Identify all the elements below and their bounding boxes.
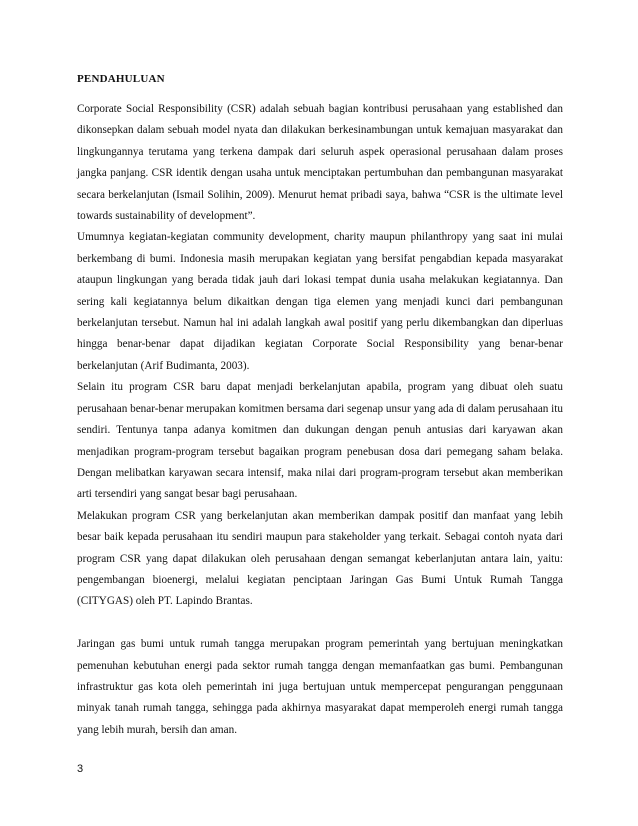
paragraph-employee-commitment: Selain itu program CSR baru dapat menjadi berkelanjutan apabila, program yang dibuat oleh suatu perusahaan benar-benar merupakan komitmen bersama dari segenap unsur yang ada di dalam perusahaan itu sendiri. Tentunya tanpa adanya komitmen dan dukungan dengan penuh antusias dari karyawan akan menjadikan program-program tersebut bagaikan program penebusan dosa dari pemegang saham belaka. Dengan melibatkan karyawan secara intensif, maka nilai dari program-program tersebut akan memberikan arti tersendiri yang sangat besar bagi perusahaan. bbox=[77, 381, 563, 501]
body-text bbox=[77, 99, 563, 741]
section-heading: PENDAHULUAN bbox=[77, 73, 165, 85]
paragraph-citygas: Jaringan gas bumi untuk rumah tangga merupakan program pemerintah yang bertujuan meningkatkan pemenuhan kebutuhan energi pada sektor rumah tangga dengan memanfaatkan gas bumi. Pembangunan infrastruktur gas kota oleh pemerintah ini juga bertujuan untuk mempercepat pengurangan penggunaan minyak tanah rumah tangga, sehingga pada akhirnya masyarakat dapat memperoleh energi rumah tangga yang lebih murah, bersih dan aman. bbox=[77, 638, 563, 736]
paragraph-csr-definition: Corporate Social Responsibility (CSR) adalah sebuah bagian kontribusi perusahaan yang established dan dikonsepkan dalam sebuah model nyata dan dilakukan berkesinambungan untuk kemajuan masyarakat dan lingkungannya terutama yang terkena dampak dari seluruh aspek operasional perusahaan dalam proses jangka panjang. CSR identik dengan usaha untuk menciptakan pertumbuhan dan pembangunan masyarakat secara berkelanjutan (Ismail Solihin, 2009). Menurut hemat pribadi saya, bahwa “CSR is the ultimate level towards sustainability of development”. bbox=[77, 103, 563, 223]
paragraph-csr-example: Melakukan program CSR yang berkelanjutan akan memberikan dampak positif dan manfaat yang lebih besar baik kepada perusahaan itu sendiri maupun para stakeholder yang terkait. Sebagai contoh nyata dari program CSR yang dapat dilakukan oleh perusahaan dengan semangat keberlanjutan antara lain, yaitu: pengembangan bioenergi, melalui kegiatan penciptaan Jaringan Gas Bumi Untuk Rumah Tangga (CITYGAS) oleh PT. Lapindo Brantas. bbox=[77, 509, 563, 608]
page-number: 3 bbox=[77, 763, 84, 775]
paragraph-community-development: Umumnya kegiatan-kegiatan community development, charity maupun philanthropy yang saat ini mulai berkembang di bumi. Indonesia masih merupakan kegiatan yang bersifat pengabdian kepada masyarakat ataupun lingkungan yang berada tidak jauh dari lokasi tempat dunia usaha melakukan kegiatannya. Dan sering kali kegiatannya belum dikaitkan dengan tiga elemen yang menjadi kunci dari pembangunan berkelanjutan tersebut. Namun hal ini adalah langkah awal positif yang perlu dikembangkan dan diperluas hingga benar-benar dapat dijadikan kegiatan Corporate Social Responsibility yang benar-benar berkelanjutan (Arif Budimanta, 2003). bbox=[77, 231, 563, 372]
